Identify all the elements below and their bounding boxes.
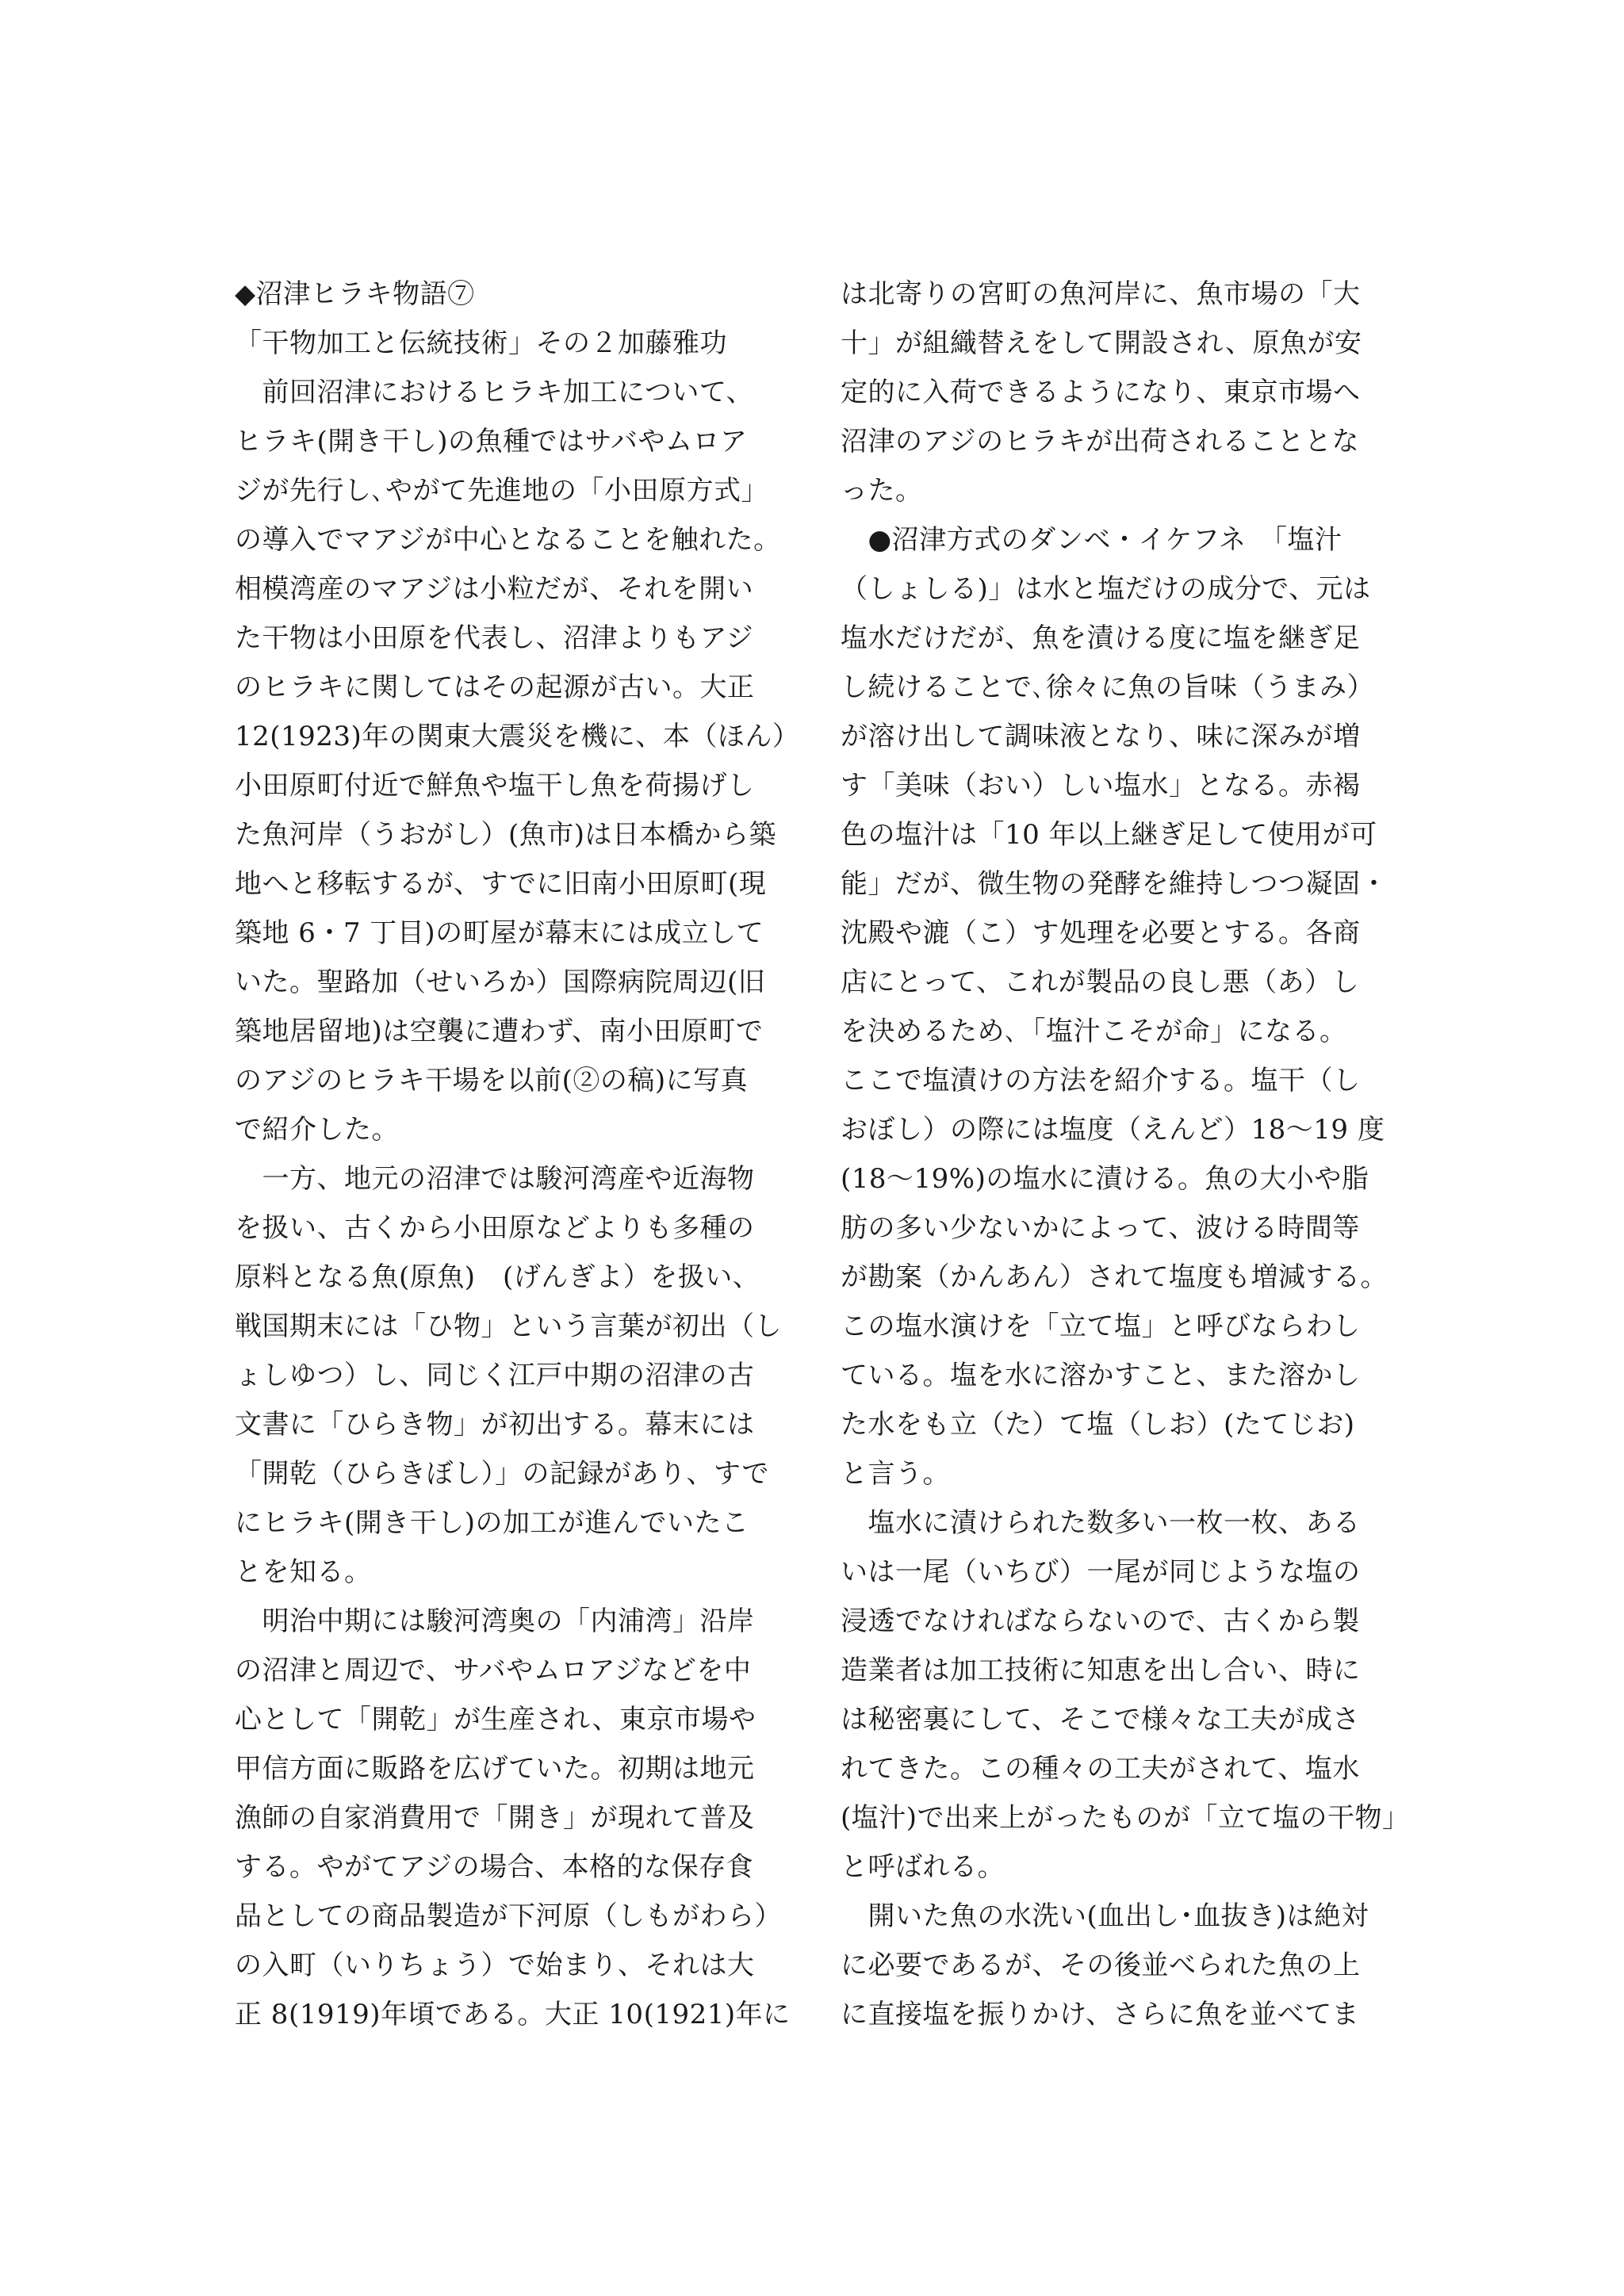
text-line: する。やがてアジの場合、本格的な保存食 (235, 1851, 754, 1883)
text-line: 十」が組織替えをして開設され、原魚が安 (841, 327, 1362, 359)
right-text-column (841, 270, 1411, 2039)
text-line: に必要であるが、その後並べられた魚の上 (841, 1950, 1361, 1981)
text-line: 塩水だけだが、魚を漬ける度に塩を継ぎ足 (841, 622, 1361, 654)
text-line: の導入でマアジが中心となることを触れた。 (235, 524, 781, 556)
text-line: 文書に「ひらき物」が初出する。幕末には (235, 1409, 755, 1441)
text-line: この塩水演けを「立て塩」と呼びならわし (841, 1311, 1361, 1342)
text-line: 地へと移転するが、すでに旧南小田原町(現 (235, 868, 767, 900)
text-line: った。 (841, 475, 923, 507)
text-line: のヒラキに関してはその起源が古い。大正 (235, 672, 755, 703)
text-line: が溶け出して調味液となり、味に深みが増 (841, 721, 1361, 752)
text-line: 品としての商品製造が下河原（しもがわら） (235, 1900, 782, 1932)
text-line: は秘密裏にして、そこで様々な工夫が成さ (841, 1704, 1360, 1735)
text-line: と言う。 (841, 1458, 950, 1490)
text-line: は北寄りの宮町の魚河岸に、魚市場の「大 (841, 278, 1361, 310)
text-line: のアジのヒラキ干場を以前(②の稿)に写真 (235, 1065, 749, 1096)
text-line: を扱い、古くから小田原などよりも多種の (235, 1212, 755, 1244)
text-line: 店にとって、これが製品の良し悪（あ）し (841, 966, 1360, 998)
text-line: いは一尾（いちび）一尾が同じような塩の (841, 1556, 1361, 1588)
text-line: 戦国期末には「ひ物」という言葉が初出（し (235, 1311, 782, 1342)
text-line: 「干物加工と伝統技術」その２加藤雅功 (235, 327, 727, 359)
text-line: 12(1923)年の関東大震災を機に、本（ほん） (235, 721, 800, 752)
text-line: れてきた。この種々の工夫がされて、塩水 (841, 1753, 1360, 1785)
text-line: 「開乾（ひらきぼし）」の記録があり、すで (235, 1458, 770, 1490)
text-line: ょしゆつ）し、同じく江戸中期の沼津の古 (235, 1360, 755, 1391)
text-line: (18〜19%)の塩水に漬ける。魚の大小や脂 (841, 1163, 1369, 1195)
text-line: おぼし）の際には塩度（えんど）18〜19 度 (841, 1114, 1385, 1146)
text-line: 正 8(1919)年頃である。大正 10(1921)年に (235, 1999, 791, 2030)
text-line: 一方、地元の沼津では駿河湾産や近海物 (235, 1163, 755, 1195)
left-text-column (235, 270, 806, 2039)
text-line: と呼ばれる。 (841, 1851, 1005, 1883)
text-line: を決めるため､「塩汁こそが命」になる。 (841, 1016, 1347, 1047)
text-line: （しょしる)」は水と塩だけの成分で、元は (841, 573, 1371, 605)
text-line: 沈殿や漉（こ）す処理を必要とする。各商 (841, 917, 1361, 949)
text-line: 開いた魚の水洗い(血出し･血抜き)は絶対 (841, 1900, 1369, 1932)
text-line: ◆沼津ヒラキ物語⑦ (235, 278, 475, 310)
text-line: た魚河岸（うおがし）(魚市)は日本橋から築 (235, 819, 777, 851)
text-line: の入町（いりちょう）で始まり、それは大 (235, 1950, 755, 1981)
text-line: 色の塩汁は「10 年以上継ぎ足して使用が可 (841, 819, 1377, 851)
text-line: 甲信方面に販路を広げていた。初期は地元 (235, 1753, 755, 1785)
text-line: 塩水に漬けられた数多い一枚一枚、ある (841, 1507, 1361, 1539)
text-line: し続けることで､徐々に魚の旨味（うまみ） (841, 672, 1374, 703)
text-line: に直接塩を振りかけ、さらに魚を並べてま (841, 1999, 1360, 2030)
text-line: 相模湾産のマアジは小粒だが、それを開い (235, 573, 754, 605)
text-line: 浸透でなければならないので、古くから製 (841, 1605, 1360, 1637)
text-line: 小田原町付近で鮮魚や塩干し魚を荷揚げし (235, 770, 755, 802)
text-line: 定的に入荷できるようになり、東京市場へ (841, 377, 1361, 408)
text-line: す「美味（おい）しい塩水」となる。赤褐 (841, 770, 1361, 802)
text-line: 漁師の自家消費用で「開き」が現れて普及 (235, 1802, 755, 1834)
text-line: が勘案（かんあん）されて塩度も増減する。 (841, 1261, 1388, 1293)
text-line: 原料となる魚(原魚) (げんぎよ）を扱い、 (235, 1261, 760, 1293)
text-line: 明治中期には駿河湾奥の「内浦湾」沿岸 (235, 1605, 755, 1637)
text-line: 心として「開乾」が生産され、東京市場や (235, 1704, 756, 1735)
text-line: いた。聖路加（せいろか）国際病院周辺(旧 (235, 966, 766, 998)
text-line: 築地居留地)は空襲に遭わず、南小田原町で (235, 1016, 764, 1047)
text-line: とを知る。 (235, 1556, 372, 1588)
text-line: 沼津のアジのヒラキが出荷されることとな (841, 426, 1360, 457)
text-line: た水をも立（た）て塩（しお）(たてじお) (841, 1409, 1355, 1441)
text-line: の沼津と周辺で、サバやムロアジなどを中 (235, 1655, 752, 1686)
text-line: (塩汁)で出来上がったものが「立て塩の干物」 (841, 1802, 1410, 1834)
text-line: 肪の多い少ないかによって、波ける時間等 (841, 1212, 1360, 1244)
text-line: 能」だが、微生物の発酵を維持しつつ凝固・ (841, 868, 1388, 900)
text-line: で紹介した。 (235, 1114, 399, 1146)
text-line: ている。塩を水に溶かすこと、また溶かし (841, 1360, 1361, 1391)
text-line: た干物は小田原を代表し、沼津よりもアジ (235, 622, 754, 654)
text-line: ジが先行し､やがて先進地の「小田原方式」 (235, 475, 768, 507)
text-line: 前回沼津におけるヒラキ加工について、 (235, 377, 754, 408)
text-line: ここで塩漬けの方法を紹介する。塩干（し (841, 1065, 1361, 1096)
text-line: にヒラキ(開き干し)の加工が進んでいたこ (235, 1507, 749, 1539)
text-line: ヒラキ(開き干し)の魚種ではサバやムロア (235, 426, 748, 457)
text-line: 造業者は加工技術に知恵を出し合い、時に (841, 1655, 1361, 1686)
text-line: ●沼津方式のダンベ・イケフネ 「塩汁 (841, 524, 1342, 556)
text-line: 築地 6・7 丁目)の町屋が幕末には成立して (235, 917, 764, 949)
